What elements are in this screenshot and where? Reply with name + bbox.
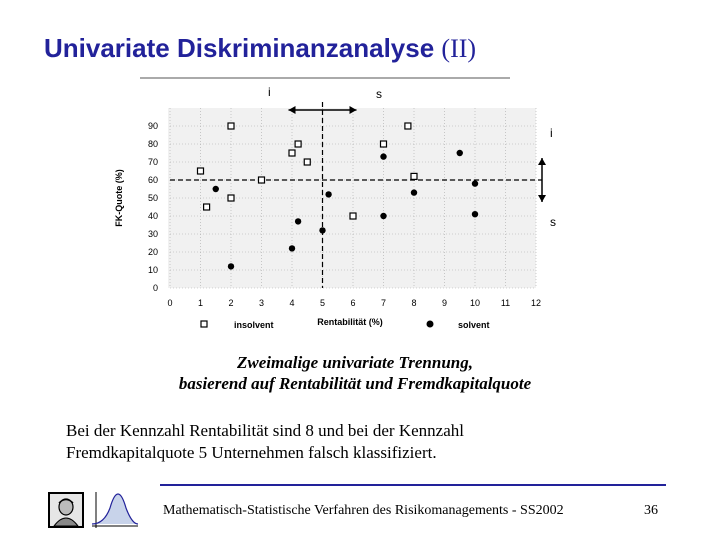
y-tick-label: 60	[147, 175, 158, 185]
arrowhead-down	[538, 195, 546, 202]
caption-line-2: basierend auf Rentabilität und Fremdkapitalquote	[178, 374, 532, 393]
point-insolvent	[411, 173, 417, 179]
legend-circle-marker	[427, 321, 434, 328]
x-tick-label: 12	[530, 298, 542, 308]
legend-square-marker	[201, 321, 207, 327]
region-label-top-i: i	[268, 85, 271, 99]
x-tick-label: 10	[469, 298, 481, 308]
point-solvent	[411, 189, 417, 195]
y-tick-label: 70	[147, 157, 158, 167]
distribution-curve-icon	[88, 490, 140, 530]
caption-line-1: Zweimalige univariate Trennung,	[237, 353, 473, 372]
slide-title	[44, 33, 476, 64]
portrait-logo	[48, 492, 84, 528]
point-insolvent	[289, 150, 295, 156]
point-solvent	[472, 180, 478, 186]
x-tick-label: 7	[380, 298, 387, 308]
point-solvent	[319, 227, 325, 233]
y-tick-label: 10	[147, 265, 158, 275]
point-solvent	[472, 211, 478, 217]
page-number: 36	[644, 503, 658, 518]
y-tick-label: 30	[147, 229, 158, 239]
x-tick-label: 11	[500, 298, 511, 308]
y-tick-label: 80	[147, 139, 158, 149]
x-tick-label: 5	[319, 298, 326, 308]
point-insolvent	[304, 159, 310, 165]
region-label-top-s: s	[376, 87, 382, 101]
point-insolvent	[204, 204, 210, 210]
region-label-right-s: s	[550, 215, 556, 229]
footer-text: Mathematisch-Statistische Verfahren des Risikomanagements - SS2002	[163, 503, 564, 518]
x-tick-label: 2	[228, 298, 234, 308]
y-tick-label: 20	[147, 247, 158, 257]
arrowhead-up	[538, 158, 546, 165]
y-tick-label: 0	[152, 283, 158, 293]
point-solvent	[213, 186, 219, 192]
point-solvent	[228, 263, 234, 269]
figure-caption	[140, 352, 570, 394]
x-tick-label: 6	[350, 298, 356, 308]
point-insolvent	[295, 141, 301, 147]
title-suffix: (II)	[441, 34, 477, 63]
point-solvent	[325, 191, 331, 197]
plot-background	[168, 108, 536, 288]
x-tick-label: 9	[441, 298, 448, 308]
footer-rule	[160, 484, 666, 486]
title-text: Univariate Diskriminanzanalyse	[44, 33, 435, 63]
y-tick-label: 40	[147, 211, 158, 221]
x-tick-label: 3	[258, 298, 265, 308]
point-solvent	[457, 150, 463, 156]
point-insolvent	[228, 123, 234, 129]
y-axis-label: FK-Quote (%)	[114, 169, 124, 227]
legend-insolvent: insolvent	[234, 320, 274, 330]
legend-solvent: solvent	[458, 320, 490, 330]
point-insolvent	[228, 195, 234, 201]
point-insolvent	[405, 123, 411, 129]
point-solvent	[289, 245, 295, 251]
x-tick-label: 0	[167, 298, 173, 308]
x-tick-label: 4	[289, 298, 295, 308]
body-text	[66, 420, 666, 464]
x-tick-label: 8	[411, 298, 417, 308]
x-tick-label: 1	[197, 298, 204, 308]
portrait-icon	[50, 494, 82, 526]
point-insolvent	[259, 177, 265, 183]
body-line-1: Bei der Kennzahl Rentabilität sind 8 und bei der Kennzahl	[66, 421, 464, 440]
body-line-2: Fremdkapitalquote 5 Unternehmen falsch klassifiziert.	[66, 443, 437, 462]
point-solvent	[295, 218, 301, 224]
point-insolvent	[350, 213, 356, 219]
point-solvent	[380, 213, 386, 219]
y-tick-label: 90	[147, 121, 158, 131]
point-solvent	[380, 153, 386, 159]
region-label-right-i: i	[550, 126, 553, 140]
point-insolvent	[198, 168, 204, 174]
y-tick-label: 50	[147, 193, 158, 203]
x-axis-label: Rentabilität (%)	[317, 317, 383, 327]
point-insolvent	[381, 141, 387, 147]
